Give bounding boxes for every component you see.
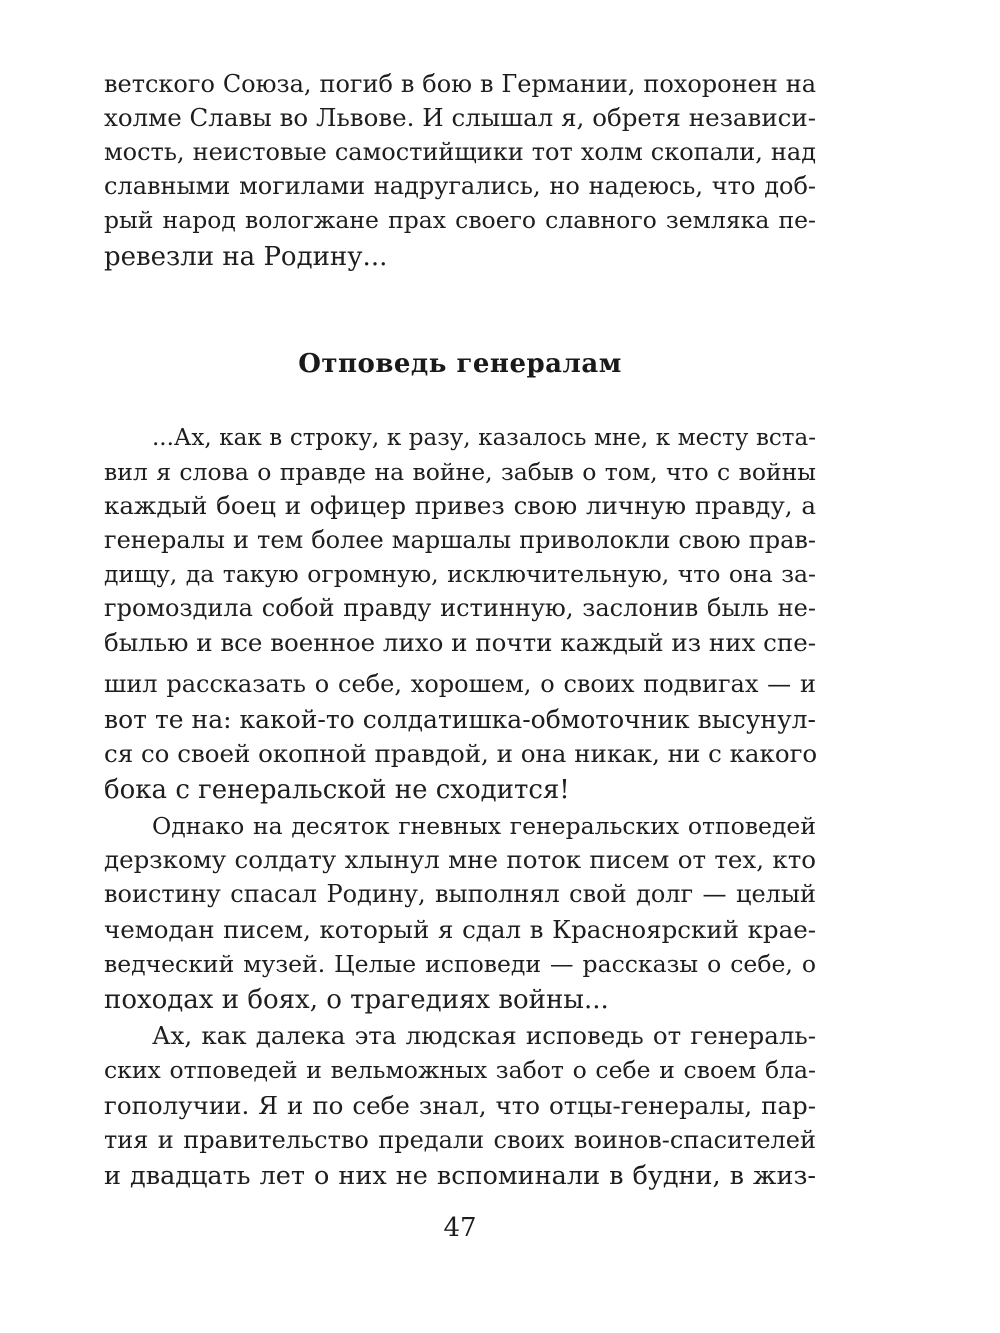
text-line: чемодан писем, который я сдал в Красноярский крае-: [104, 915, 816, 944]
text-line: ревезли на Родину...: [104, 242, 388, 272]
text-line: мость, неистовые самостийщики тот холм скопали, над: [104, 138, 816, 166]
text-line: ...Ах, как в строку, к разу, казалось мне, к месту вста-: [152, 425, 816, 451]
text-line: генералы и тем более маршалы приволокли свою прав-: [104, 526, 816, 554]
text-line: тия и правительство предали своих воинов-спасителей: [104, 1126, 816, 1154]
text-line: дерзкому солдату хлынул мне поток писем от тех, кто: [104, 845, 816, 874]
text-line: ских отповедей и вельможных забот о себе и своем бла-: [104, 1056, 816, 1084]
text-line: рый народ вологжане прах своего славного земляка пе-: [104, 206, 816, 234]
text-line: гополучии. Я и по себе знал, что отцы-генералы, пар-: [104, 1091, 816, 1120]
text-line: холме Славы во Львове. И слышал я, обретя независи-: [104, 103, 816, 132]
text-line: и двадцать лет о них не вспоминали в будни, в жиз-: [104, 1161, 816, 1191]
text-line: вот те на: какой-то солдатишка-обмоточник высунул-: [104, 705, 816, 734]
text-line: Ах, как далека эта людская исповедь от генераль-: [152, 1021, 816, 1050]
text-line: каждый боец и офицер привез свою личную правду, а: [104, 491, 816, 520]
text-line: ветского Союза, погиб в бою в Германии, похоронен на: [104, 70, 816, 98]
text-line: шил рассказать о себе, хорошем, о своих подвигах — и: [104, 670, 816, 698]
text-line: вил я слова о правде на войне, забыв о том, что с войны: [104, 458, 816, 486]
text-line: ведческий музей. Целые исповеди — рассказы о себе, о: [104, 950, 816, 978]
text-line: дищу, да такую огромную, исключительную, что она за-: [104, 560, 816, 588]
text-line: былью и все военное лихо и почти каждый из них спе-: [104, 628, 816, 657]
text-line: Однако на десяток гневных генеральских отповедей: [152, 812, 816, 840]
text-line: воистину спасал Родину, выполнял свой долг — целый: [104, 880, 816, 908]
text-line: славными могилами надругались, но надеюсь, что доб-: [104, 172, 816, 200]
page-number: 47: [443, 1213, 477, 1243]
section-heading: Отповедь генералам: [298, 349, 622, 379]
text-line: громоздила собой правду истинную, заслонив быль не-: [104, 594, 816, 622]
text-line: бока с генеральской не сходится!: [104, 775, 570, 805]
text-line: походах и боях, о трагедиях войны...: [104, 985, 609, 1015]
text-line: ся со своей окопной правдой, и она никак, ни с какого: [104, 739, 818, 768]
